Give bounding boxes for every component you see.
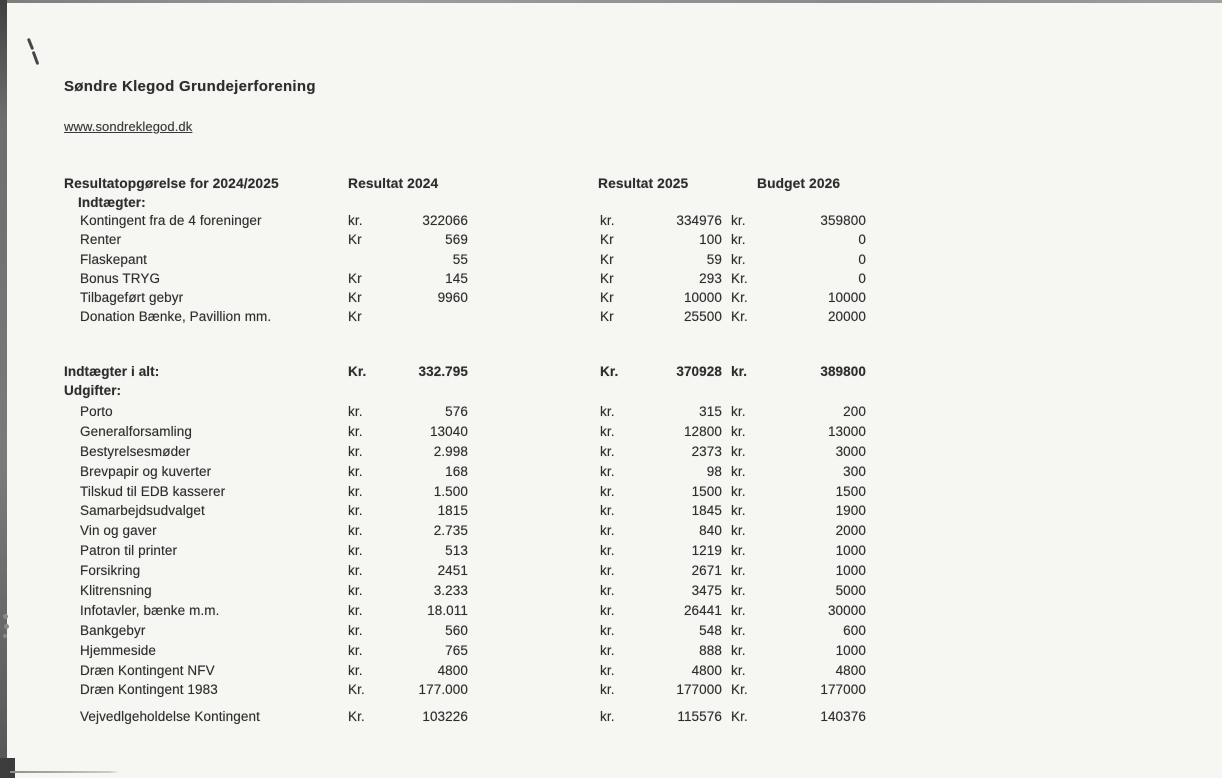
value-2024: 13040 [429, 423, 468, 439]
value-2024: 576 [445, 404, 468, 419]
value-budget: 1000 [835, 543, 866, 559]
scan-bottom-line [10, 771, 120, 773]
value-budget: 20000 [827, 309, 866, 325]
currency-budget: kr. [731, 483, 746, 499]
value-2025: 334976 [676, 213, 722, 228]
column-header-result-2024: Resultat 2024 [348, 176, 439, 191]
table-row [0, 290, 1222, 309]
column-header-result-2025: Resultat 2025 [598, 176, 689, 191]
currency-2025: kr. [600, 622, 615, 638]
currency-2025: kr. [600, 213, 615, 228]
currency-budget: kr. [731, 251, 746, 267]
value-2024: 1815 [437, 503, 468, 519]
currency-2025: Kr [600, 290, 614, 306]
value-2024: 560 [445, 622, 468, 638]
currency-2024: kr. [348, 443, 363, 459]
currency-2024: kr. [348, 602, 363, 618]
value-2025: 1500 [691, 483, 722, 499]
currency-2024: kr. [348, 463, 363, 479]
row-label: Tilskud til EDB kasserer [80, 483, 226, 499]
value-2024: 1.500 [433, 483, 468, 499]
value-budget: 200 [843, 404, 866, 419]
row-label: Kontingent fra de 4 foreninger [80, 213, 262, 228]
table-row [0, 603, 1222, 623]
value-2024: 4800 [437, 662, 468, 678]
value-2024: 9960 [437, 290, 468, 306]
currency-2024: kr. [348, 622, 363, 638]
table-row [0, 583, 1222, 603]
table-row [0, 663, 1222, 683]
value-2025: 548 [699, 622, 722, 638]
value-2025: 2373 [691, 443, 722, 459]
row-label: Infotavler, bænke m.m. [80, 602, 220, 618]
table-row [0, 271, 1222, 290]
currency-2024: Kr [348, 309, 362, 325]
currency-2025: kr. [600, 642, 615, 658]
value-2024: 569 [445, 232, 468, 248]
income-total-currency-budget: kr. [731, 364, 748, 379]
value-budget: 0 [858, 270, 866, 286]
value-2024: 3.233 [433, 583, 468, 599]
table-row [0, 643, 1222, 663]
value-2024: 765 [445, 642, 468, 658]
row-label: Bestyrelsesmøder [80, 443, 191, 459]
value-2025: 59 [706, 251, 722, 267]
currency-budget: Kr. [731, 309, 748, 325]
expense-rows [0, 404, 1222, 729]
value-2024: 168 [445, 463, 468, 479]
value-2025: 98 [706, 463, 722, 479]
currency-budget: kr. [731, 443, 746, 459]
income-section-label: Indtægter: [78, 195, 146, 210]
value-2025: 115576 [677, 709, 722, 725]
row-label: Forsikring [80, 563, 141, 579]
income-total-currency-2025: Kr. [600, 364, 619, 379]
table-row [0, 563, 1222, 583]
value-2025: 25500 [683, 309, 722, 325]
currency-2025: kr. [600, 563, 615, 579]
pen-mark [27, 38, 41, 66]
row-label: Vejvedlgeholdelse Kontingent [80, 709, 260, 725]
value-2025: 293 [699, 270, 722, 286]
value-2025: 888 [699, 642, 722, 658]
value-2025: 12800 [683, 423, 722, 439]
value-2024: 18.011 [427, 602, 468, 618]
value-budget: 5000 [835, 583, 866, 599]
row-label: Bankgebyr [80, 622, 146, 638]
currency-budget: kr. [731, 404, 746, 419]
currency-budget: kr. [731, 563, 746, 579]
currency-2024: kr. [348, 523, 363, 539]
table-row [0, 424, 1222, 444]
currency-budget: kr. [731, 523, 746, 539]
value-budget: 4800 [835, 662, 866, 678]
currency-2025: kr. [600, 404, 615, 419]
value-2025: 26441 [683, 602, 722, 618]
table-row [0, 523, 1222, 543]
table-row [0, 404, 1222, 424]
currency-budget: kr. [731, 213, 746, 228]
currency-budget: Kr. [731, 682, 748, 698]
value-budget: 0 [858, 232, 866, 248]
currency-budget: kr. [731, 543, 746, 559]
currency-2025: kr. [600, 423, 615, 439]
currency-2024: kr. [348, 662, 363, 678]
value-2024: 177.000 [418, 682, 468, 698]
value-budget: 1000 [835, 642, 866, 658]
website-url: www.sondreklegod.dk [64, 119, 193, 134]
row-label: Patron til printer [80, 543, 178, 559]
value-budget: 30000 [827, 602, 866, 618]
value-2024: 513 [445, 543, 468, 559]
currency-2024: kr. [348, 642, 363, 658]
currency-2025: kr. [600, 523, 615, 539]
row-label: Vin og gaver [80, 523, 157, 539]
value-2025: 3475 [691, 583, 722, 599]
value-budget: 300 [843, 463, 866, 479]
value-budget: 10000 [827, 290, 866, 306]
value-2025: 840 [699, 523, 722, 539]
currency-2025: kr. [600, 483, 615, 499]
table-row [0, 682, 1222, 702]
value-2025: 100 [699, 232, 722, 248]
value-2024: 145 [445, 270, 468, 286]
row-label: Dræn Kontingent 1983 [80, 682, 218, 698]
income-rows [0, 213, 1222, 329]
currency-2024: kr. [348, 583, 363, 599]
table-row [0, 484, 1222, 504]
currency-2024: kr. [348, 213, 363, 228]
row-label: Samarbejdsudvalget [80, 503, 205, 519]
currency-2025: kr. [600, 543, 615, 559]
currency-2024: kr. [348, 543, 363, 559]
currency-2024: kr. [348, 404, 363, 419]
value-budget: 177000 [820, 682, 866, 698]
value-budget: 1000 [835, 563, 866, 579]
document-title: Søndre Klegod Grundejerforening [64, 78, 316, 95]
currency-2025: Kr [600, 270, 614, 286]
value-budget: 3000 [835, 443, 866, 459]
currency-2024: kr. [348, 503, 363, 519]
income-total-value-budget: 389800 [820, 364, 866, 379]
currency-budget: Kr. [731, 270, 748, 286]
value-budget: 140376 [820, 709, 866, 725]
currency-budget: Kr. [731, 709, 748, 725]
value-2024: 2.998 [433, 443, 468, 459]
income-total-value-2024: 332.795 [418, 364, 468, 379]
row-label: Flaskepant [80, 251, 148, 267]
value-budget: 0 [858, 251, 866, 267]
value-2025: 10000 [683, 290, 722, 306]
currency-budget: kr. [731, 662, 746, 678]
table-row [0, 232, 1222, 251]
currency-budget: kr. [731, 503, 746, 519]
value-2025: 177000 [676, 682, 722, 698]
value-2025: 315 [699, 404, 722, 419]
currency-2025: kr. [600, 443, 615, 459]
scan-corner-mark [0, 758, 15, 778]
income-total-currency-2024: Kr. [348, 364, 367, 379]
value-2025: 1845 [691, 503, 722, 519]
table-row [0, 623, 1222, 643]
currency-2024: kr. [348, 563, 363, 579]
currency-budget: kr. [731, 423, 746, 439]
income-total-value-2025: 370928 [676, 364, 722, 379]
row-label: Dræn Kontingent NFV [80, 662, 215, 678]
currency-2025: kr. [600, 682, 615, 698]
row-label: Generalforsamling [80, 423, 193, 439]
row-label: Brevpapir og kuverter [80, 463, 212, 479]
currency-2025: kr. [600, 709, 615, 725]
table-row [0, 464, 1222, 484]
row-label: Tilbageført gebyr [80, 290, 184, 306]
value-budget: 1500 [835, 483, 866, 499]
row-label: Renter [80, 232, 122, 248]
value-2024: 322066 [422, 213, 468, 228]
table-row [0, 444, 1222, 464]
table-row [0, 252, 1222, 271]
currency-budget: Kr. [731, 290, 748, 306]
value-budget: 1900 [835, 503, 866, 519]
value-2024: 2.735 [433, 523, 468, 539]
currency-2025: kr. [600, 602, 615, 618]
currency-2024: Kr. [348, 682, 365, 698]
currency-budget: kr. [731, 602, 746, 618]
currency-2025: kr. [600, 662, 615, 678]
currency-2024: kr. [348, 423, 363, 439]
table-row [0, 309, 1222, 328]
scan-edge-top [0, 0, 1222, 3]
value-2025: 1219 [691, 543, 722, 559]
currency-2024: kr. [348, 483, 363, 499]
currency-2025: kr. [600, 583, 615, 599]
currency-2024: Kr. [348, 709, 365, 725]
currency-2025: Kr [600, 251, 614, 267]
value-budget: 13000 [827, 423, 866, 439]
value-2025: 4800 [691, 662, 722, 678]
table-row [0, 709, 1222, 729]
currency-budget: kr. [731, 232, 746, 248]
value-2024: 2451 [437, 563, 468, 579]
income-total-label: Indtægter i alt: [64, 364, 160, 379]
row-label: Porto [80, 404, 113, 419]
currency-2024: Kr [348, 270, 362, 286]
table-row [0, 213, 1222, 232]
value-budget: 359800 [820, 213, 866, 228]
column-header-statement: Resultatopgørelse for 2024/2025 [64, 176, 279, 191]
value-2024: 55 [452, 251, 468, 267]
row-label: Hjemmeside [80, 642, 157, 658]
value-budget: 2000 [835, 523, 866, 539]
currency-2024: Kr [348, 290, 362, 306]
currency-2025: kr. [600, 463, 615, 479]
row-label: Donation Bænke, Pavillion mm. [80, 309, 272, 325]
currency-budget: kr. [731, 622, 746, 638]
currency-budget: kr. [731, 463, 746, 479]
currency-budget: kr. [731, 642, 746, 658]
currency-budget: kr. [731, 583, 746, 599]
currency-2025: Kr [600, 232, 614, 248]
value-budget: 600 [843, 622, 866, 638]
row-label: Klitrensning [80, 583, 152, 599]
value-2024: 103226 [422, 709, 468, 725]
table-row [0, 543, 1222, 563]
table-row [0, 503, 1222, 523]
currency-2025: Kr [600, 309, 614, 325]
value-2025: 2671 [691, 563, 722, 579]
expenses-section-label: Udgifter: [64, 383, 122, 398]
currency-2025: kr. [600, 503, 615, 519]
currency-2024: Kr [348, 232, 362, 248]
column-header-budget-2026: Budget 2026 [757, 176, 841, 191]
row-label: Bonus TRYG [80, 270, 161, 286]
